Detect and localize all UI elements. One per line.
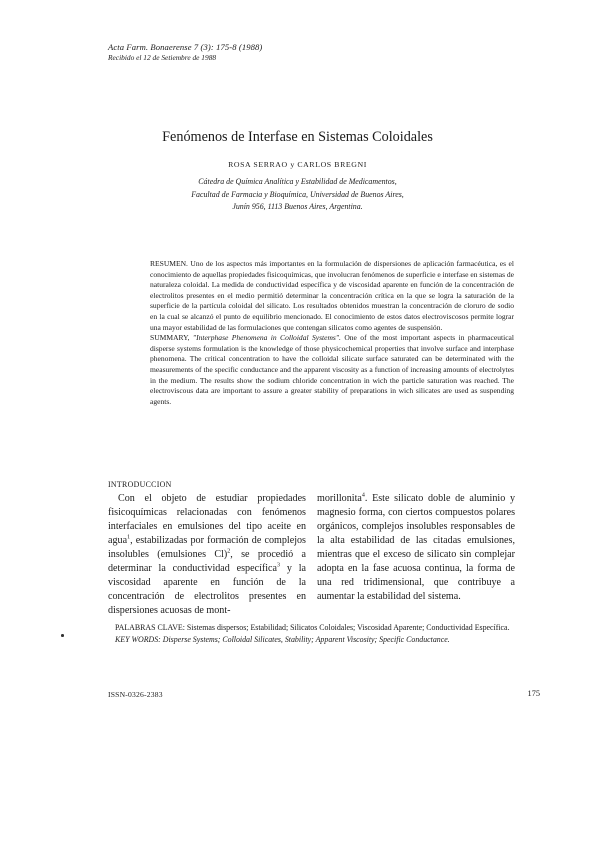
intro-paragraph-right: morillonita$^4$. Este silicato doble de aluminio y magnesio forma, con ciertos compuestos polares orgánicos, complejos insolubles responsables de la alta estabilidad de las citadas emulsiones, mientras que el exceso de silicato sin complejar adopta en la fase acuosa continua, la forma de una red tridimensional, que contribuye a aumentar la estabilidad del sistema. [317, 492, 515, 602]
abstract [150, 259, 514, 407]
summary-title: "Interphase Phenomena in Colloidal Systems". [192, 333, 341, 343]
keywords-block [115, 622, 523, 645]
resumen-paragraph: RESUMEN. Uno de los aspectos más importantes en la formulación de dispersiones de aplicación farmacéutica, es el conocimiento de aquellas propiedades fisicoquímicas, que involucran fenómenos de superficie e interfase en sistemas de naturaleza coloidal. La medida de conductividad específica y de viscosidad aparente en función de la concentración de electrolitos presentes en el medio permitió determinar la concentración crítica en la que se logra la saturación de la superficie de la partícula coloidal del silicato. Los resultados obtenidos muestran la concentración de cloruro de sodio en la cual se alcanzó el punto de equilibrio mencionado. El conocimiento de estos datos electroviscosos permite lograr una mayor estabilidad de las formulaciones que contengan silicatos como agentes de suspensión. [150, 259, 515, 332]
received-date: Recibido el 12 de Setiembre de 1988 [108, 53, 217, 62]
reference-3: 3 [277, 562, 280, 569]
reference-2: 2 [227, 548, 231, 555]
summary-label: SUMMARY, [150, 333, 193, 343]
summary-text: One of the most important aspects in pharmaceutical disperse systems formulation is the knowledge of those physicochemical properties that involve surface and interphase phenomena. The critical concentration to have the colloidal silicate surface saturated can be determinated with the measurements of the specific conductance and the apparent viscosity as a function of increasing amounts of electrolytes in the medium. The results show the sodium chloride concentration in wich the particle saturation was reached. The electroviscous data are important to assure a greater stability of preparations in wich silicates are used as suspending agents. [150, 333, 514, 406]
authors: ROSA SERRAO y CARLOS BREGNI [228, 160, 367, 169]
affiliation [0, 176, 595, 214]
journal-citation: Acta Farm. Bonaerense 7 (3): 175-8 (1988) [108, 42, 263, 52]
issn: ISSN-0326-2383 [108, 690, 163, 699]
intro-paragraph-left: Con el objeto de estudiar propiedades fisicoquímicas relacionadas con fenómenos interfaciales en emulsiones del tipo aceite en agua$^1$, estabilizadas por formación de complejos insolubles (emulsiones Cl)$^2$, se procedió a determinar la conductividad específica$^3$ y la viscosidad aparente en función de la concentración de electrolitos presentes en dispersiones acuosas de mont- [108, 493, 306, 616]
page-number: 175 [527, 689, 540, 698]
body-column-left [108, 492, 306, 618]
introduction-heading: INTRODUCCION [108, 480, 172, 489]
paper-title: Fenómenos de Interfase en Sistemas Coloidales [162, 129, 433, 145]
affiliation-line-3: Junín 956, 1113 Buenos Aires, Argentina. [232, 202, 363, 211]
keywords-en: KEY WORDS: Disperse Systems; Colloidal Silicates, Stability; Apparent Viscosity; Specific Conductance. [115, 635, 450, 645]
reference-1: 1 [127, 534, 131, 541]
reference-4: 4 [361, 492, 365, 499]
keywords-es: PALABRAS CLAVE: Sistemas dispersos; Estabilidad; Silicatos Coloidales; Viscosidad Aparente; Conductividad Específica. [115, 623, 510, 632]
body-column-right [317, 492, 515, 604]
margin-mark [61, 634, 64, 637]
affiliation-line-2: Facultad de Farmacia y Bioquímica, Universidad de Buenos Aires, [191, 189, 404, 199]
summary-paragraph [150, 333, 514, 407]
affiliation-line-1: Cátedra de Química Analítica y Estabilidad de Medicamentos, [198, 177, 397, 186]
